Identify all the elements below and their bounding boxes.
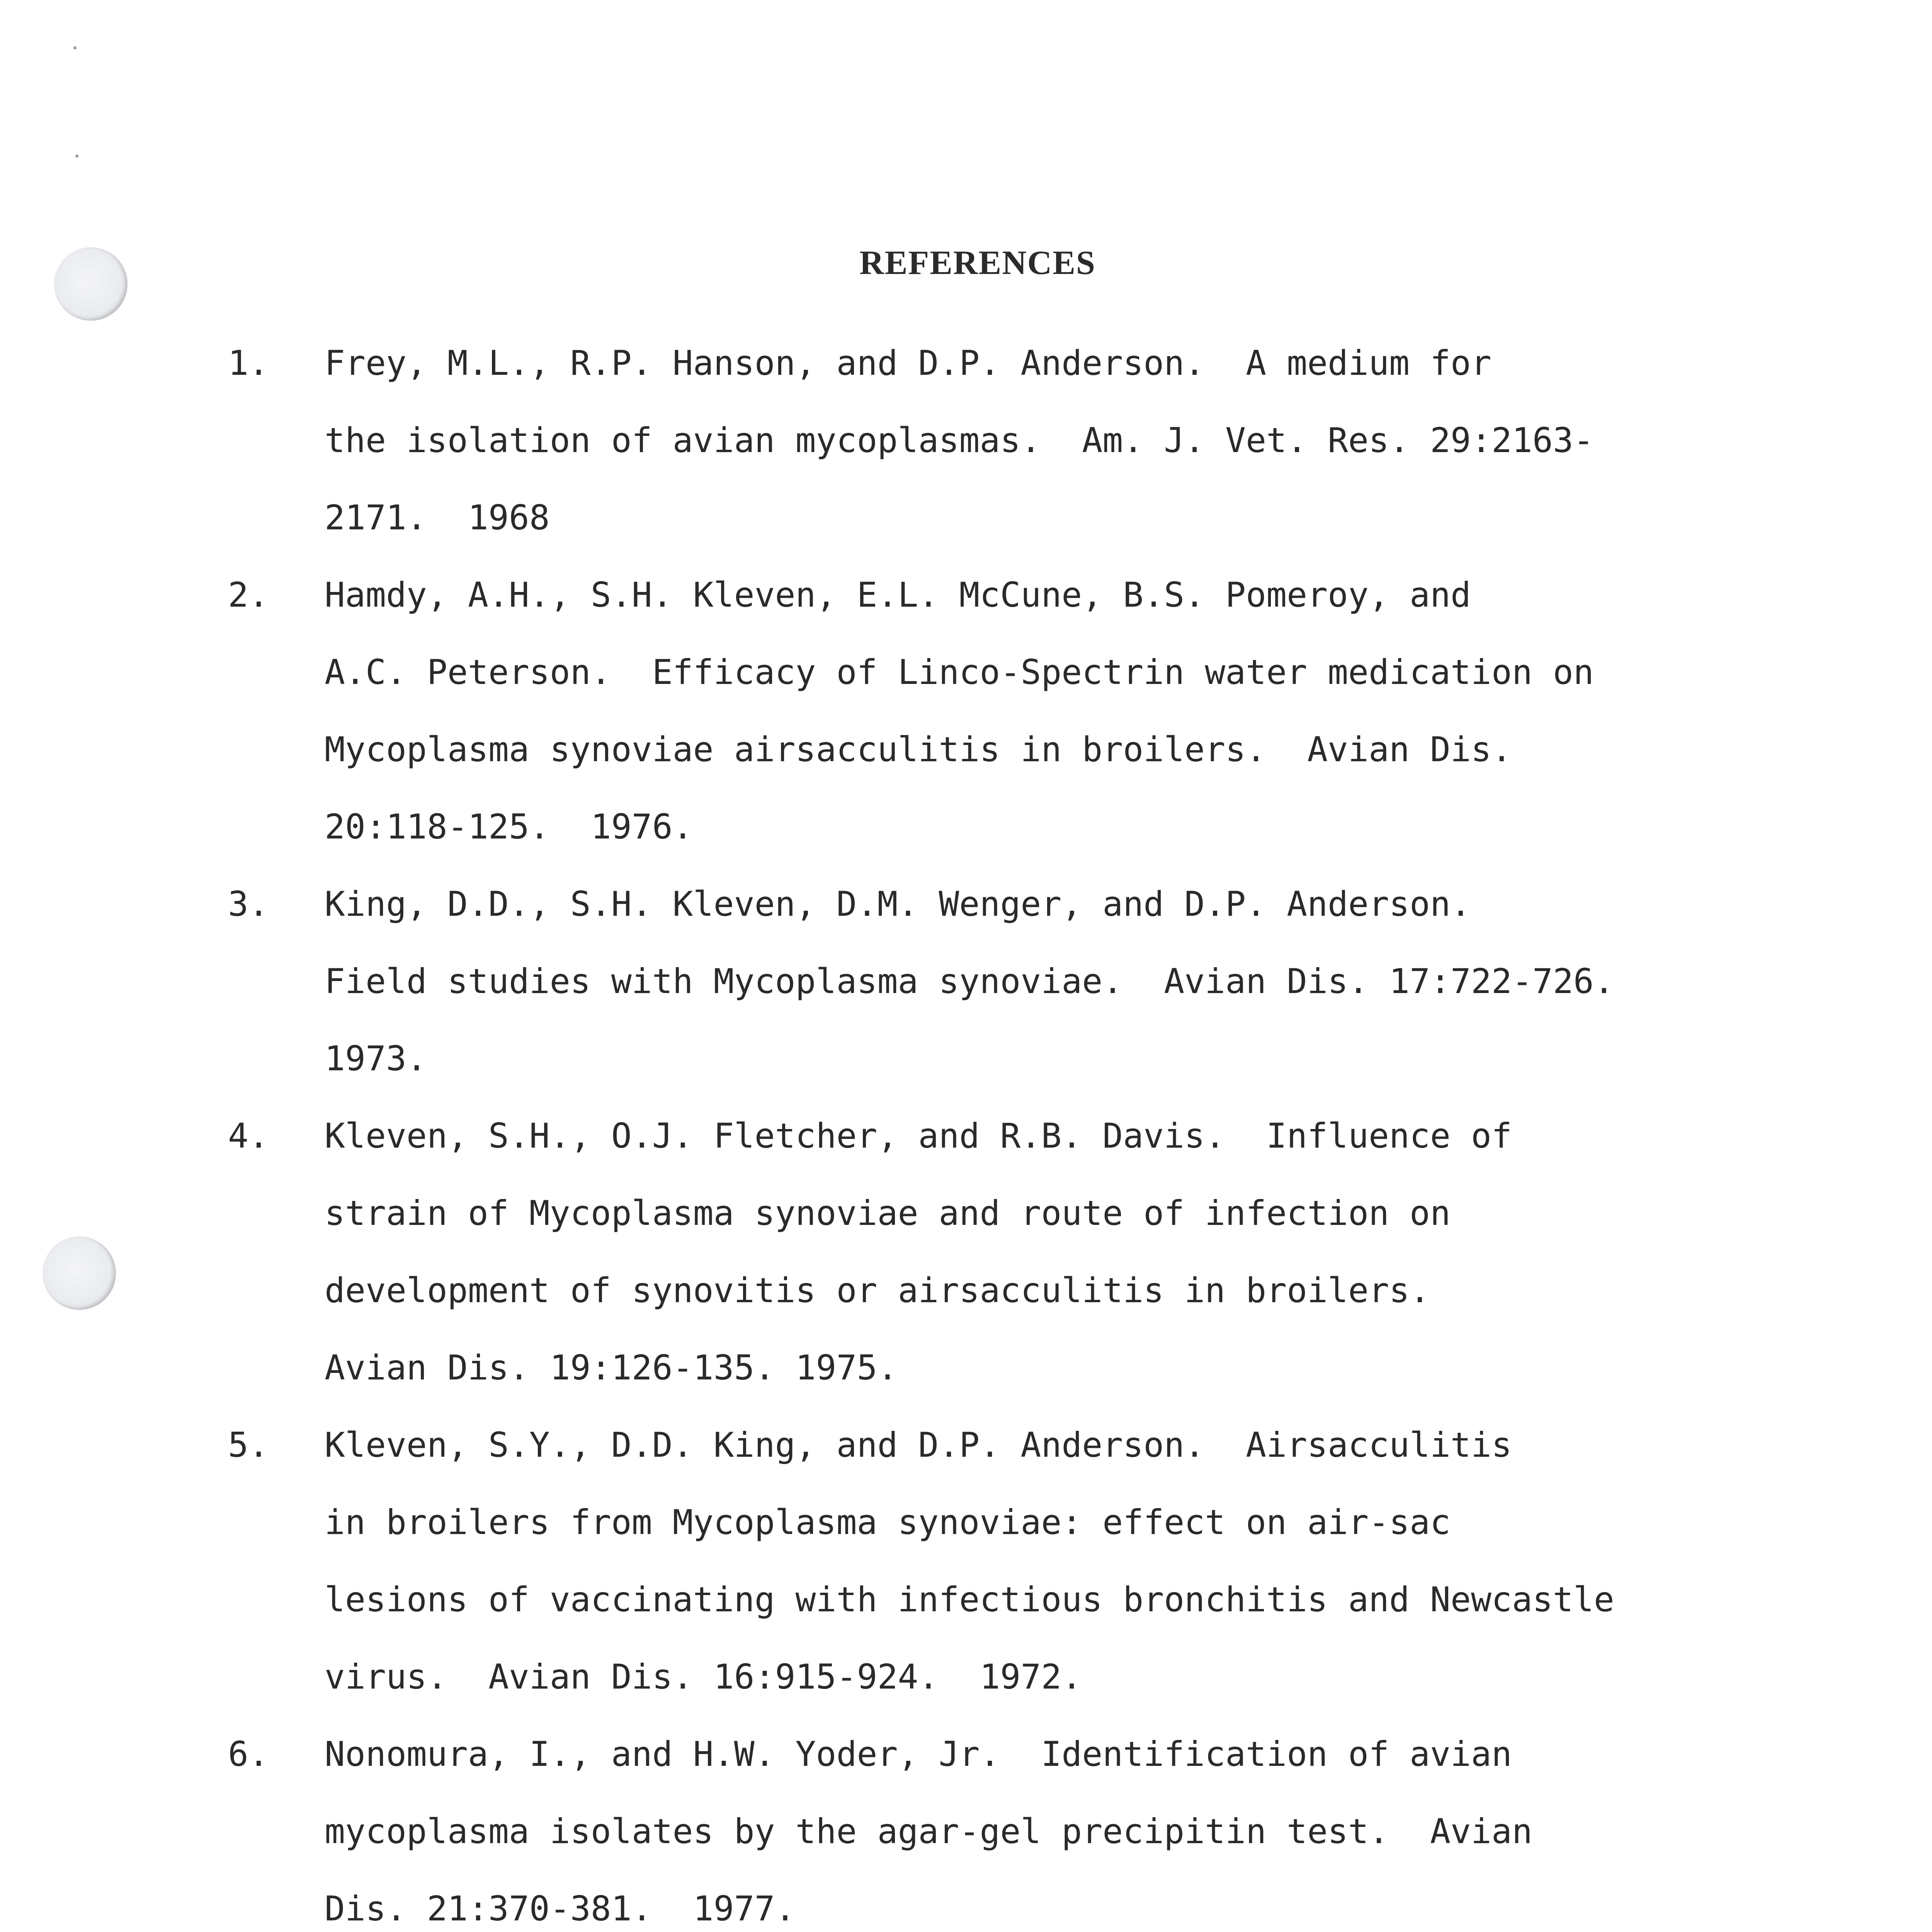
references-heading: REFERENCES: [859, 244, 1096, 282]
reference-line: Avian Dis. 19:126-135. 1975.: [325, 1348, 898, 1388]
reference-item: [228, 1097, 1774, 1406]
reference-line: Kleven, S.Y., D.D. King, and D.P. Anderson. Airsacculitis: [325, 1425, 1512, 1465]
reference-line: A.C. Peterson. Efficacy of Linco-Spectrin water medication on: [325, 652, 1594, 692]
reference-number: 3.: [228, 884, 269, 924]
reference-item: [228, 1406, 1774, 1716]
scan-speck: [73, 46, 77, 49]
reference-line: Field studies with Mycoplasma synoviae. Avian Dis. 17:722-726.: [325, 961, 1614, 1001]
reference-item: [228, 325, 1774, 556]
reference-item: [228, 1716, 1774, 1932]
reference-line: in broilers from Mycoplasma synoviae: effect on air-sac: [325, 1502, 1451, 1542]
reference-number: 5.: [228, 1425, 269, 1465]
reference-line: Nonomura, I., and H.W. Yoder, Jr. Identification of avian: [325, 1734, 1512, 1774]
reference-line: Frey, M.L., R.P. Hanson, and D.P. Anderson. A medium for: [325, 343, 1492, 383]
reference-line: King, D.D., S.H. Kleven, D.M. Wenger, and D.P. Anderson.: [325, 884, 1471, 924]
reference-line: 1973.: [325, 1039, 427, 1078]
punch-hole-middle: [43, 1236, 116, 1310]
reference-number: 6.: [228, 1734, 269, 1774]
reference-line: Mycoplasma synoviae airsacculitis in broilers. Avian Dis.: [325, 730, 1512, 769]
reference-item: [228, 866, 1774, 1097]
reference-item: [228, 556, 1774, 866]
reference-number: 4.: [228, 1116, 269, 1156]
reference-number: 1.: [228, 343, 269, 383]
reference-line: strain of Mycoplasma synoviae and route of infection on: [325, 1193, 1451, 1233]
reference-line: 2171. 1968: [325, 498, 550, 537]
reference-line: development of synovitis or airsacculitis in broilers.: [325, 1270, 1430, 1310]
reference-line: mycoplasma isolates by the agar-gel precipitin test. Avian: [325, 1811, 1532, 1851]
reference-line: 20:118-125. 1976.: [325, 807, 693, 847]
reference-line: lesions of vaccinating with infectious bronchitis and Newcastle: [325, 1580, 1614, 1619]
reference-line: virus. Avian Dis. 16:915-924. 1972.: [325, 1657, 1082, 1697]
reference-line: Dis. 21:370-381. 1977.: [325, 1889, 796, 1929]
reference-number: 2.: [228, 575, 269, 615]
reference-line: Kleven, S.H., O.J. Fletcher, and R.B. Davis. Influence of: [325, 1116, 1512, 1156]
reference-list: [228, 325, 1774, 1932]
reference-line: Hamdy, A.H., S.H. Kleven, E.L. McCune, B.S. Pomeroy, and: [325, 575, 1471, 615]
scan-speck: [75, 155, 78, 158]
reference-line: the isolation of avian mycoplasmas. Am. J. Vet. Res. 29:2163-: [325, 420, 1594, 460]
